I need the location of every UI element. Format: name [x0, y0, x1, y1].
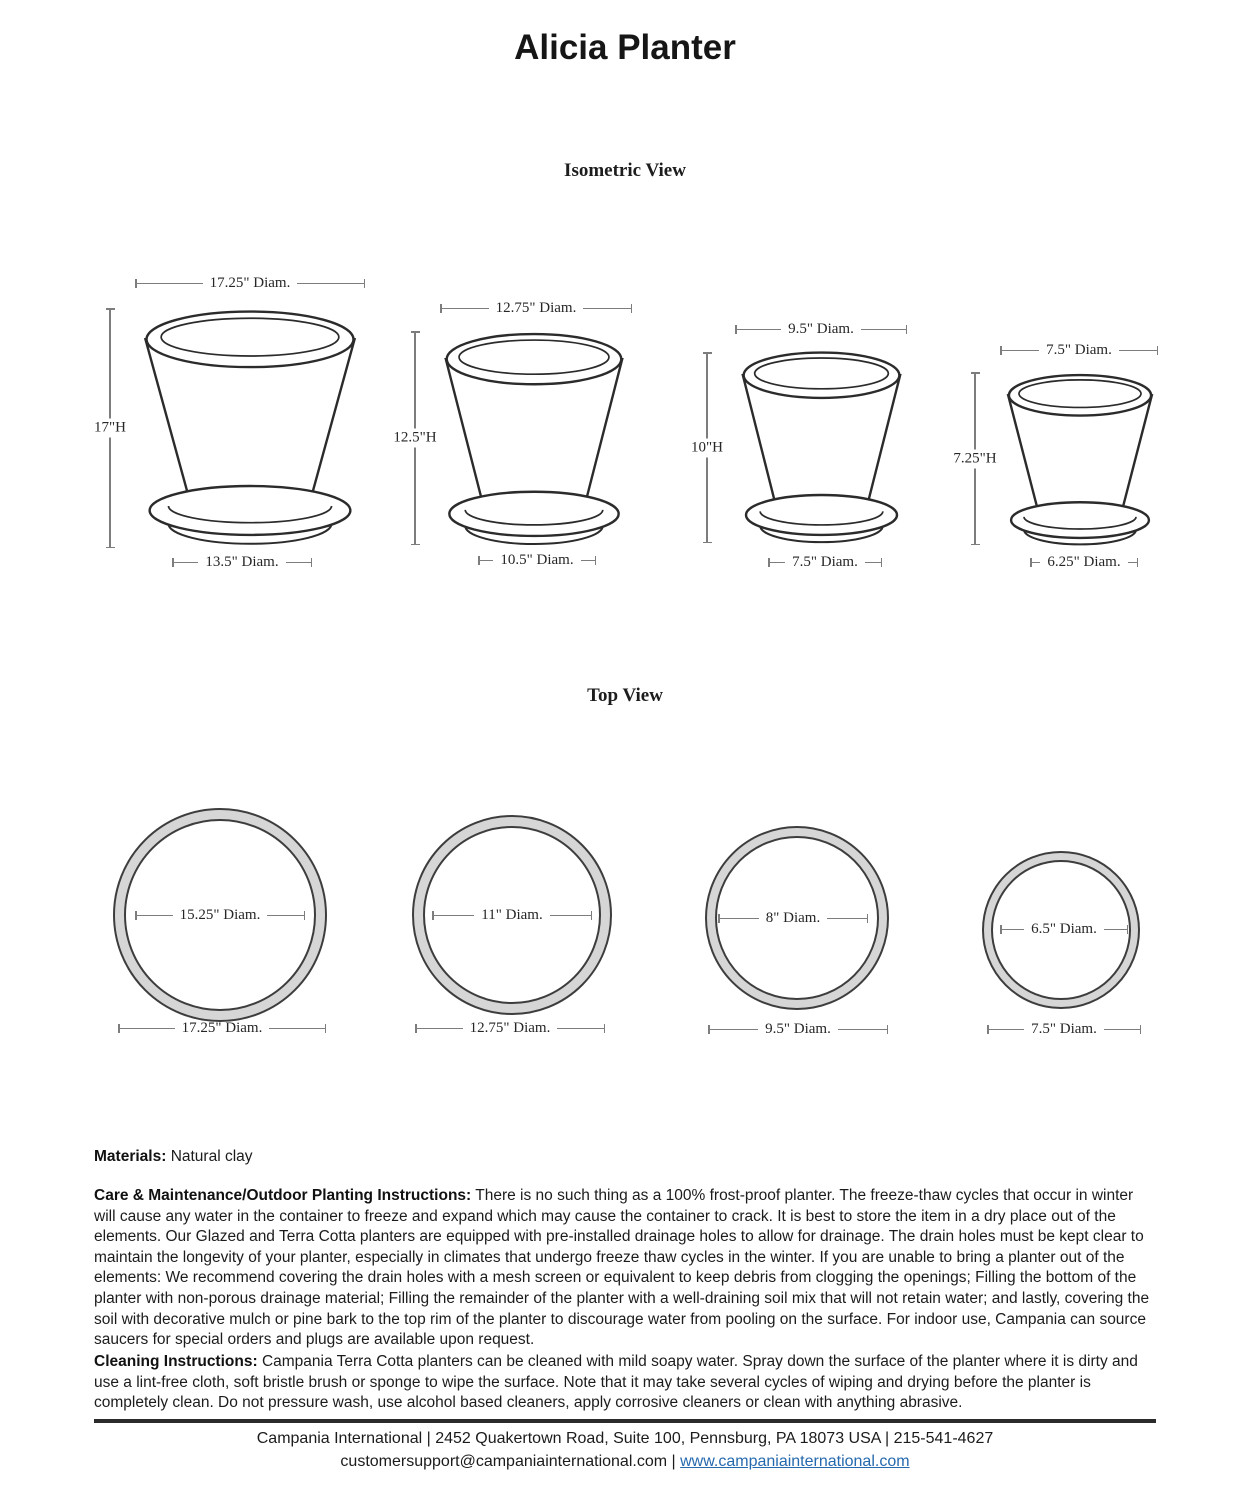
- dimension-label: 12.75" Diam.: [495, 300, 577, 316]
- dimension-line: [267, 915, 303, 917]
- care-instructions-label: Care & Maintenance/Outdoor Planting Instructions:: [94, 1187, 472, 1204]
- dimension-height: [393, 331, 437, 545]
- dimension-line: [1032, 562, 1041, 564]
- materials-paragraph: [94, 1147, 1158, 1168]
- dimension-rim-diameter: [987, 1022, 1141, 1037]
- dimension-line: [137, 915, 173, 917]
- dimension-height: [953, 372, 997, 545]
- dimension-line: [1002, 929, 1025, 931]
- cleaning-instructions-label: Cleaning Instructions:: [94, 1353, 258, 1370]
- dimension-label: 6.5" Diam.: [1031, 921, 1097, 937]
- dimension-label: 15.25" Diam.: [179, 907, 261, 923]
- dimension-line: [770, 562, 786, 564]
- planter-isometric-drawing: [735, 348, 908, 544]
- planter-isometric-drawing: [437, 329, 631, 546]
- dimension-label: 6.25" Diam.: [1047, 554, 1121, 570]
- dimension-label: 17"H: [91, 419, 129, 438]
- dimension-line: [297, 283, 363, 285]
- dimension-line: [120, 1028, 175, 1030]
- dimension-tick: [311, 558, 313, 567]
- dimension-rim-diameter: [415, 1021, 605, 1036]
- dimension-label: 7.25"H: [950, 449, 999, 468]
- dimension-tick: [881, 558, 883, 567]
- planter-isometric-drawing: [135, 306, 365, 546]
- dimension-top-diameter: [735, 322, 907, 337]
- dimension-line: [737, 329, 782, 331]
- dimension-tick: [971, 544, 980, 546]
- dimension-line: [1104, 929, 1127, 931]
- dimension-opening-diameter: [1000, 922, 1128, 937]
- dimension-line: [838, 1029, 887, 1031]
- cleaning-instructions-text: Campania Terra Cotta planters can be cleaned with mild soapy water. Spray down the surface of the planter where it is dirty and use a lint-free cloth, soft bristle brush or sponge to wipe the surface. Note that it may take several cycles of wiping and drying before the planter is completely clean. Do not pressure wash, use alcohol based cleaners, apply corrosive cleaners or clean with anything abrasive.: [94, 1353, 1138, 1412]
- dimension-line: [434, 915, 475, 917]
- dimension-line: [581, 560, 595, 562]
- dimension-line: [480, 560, 494, 562]
- dimension-tick: [1137, 558, 1139, 567]
- dimension-label: 7.5" Diam.: [1046, 342, 1112, 358]
- dimension-label: 12.75" Diam.: [469, 1020, 551, 1036]
- dimension-tick: [591, 911, 593, 920]
- dimension-label: 12.5"H: [390, 429, 439, 448]
- dimension-tick: [887, 1025, 889, 1034]
- dimension-tick: [1157, 346, 1159, 355]
- dimension-rim-diameter: [118, 1021, 326, 1036]
- planter-isometric-drawing: [1001, 371, 1159, 546]
- dimension-line: [417, 1028, 463, 1030]
- dimension-tick: [1127, 925, 1129, 934]
- dimension-height: [94, 308, 126, 548]
- page-title: Alicia Planter: [514, 28, 736, 67]
- dimension-top-diameter: [1000, 343, 1158, 358]
- footer-contact-line: [0, 1450, 1250, 1473]
- dimension-top-diameter: [135, 276, 365, 291]
- footer-website-link[interactable]: www.campaniainternational.com: [680, 1453, 910, 1470]
- care-instructions-text: There is no such thing as a 100% frost-proof planter. The freeze-thaw cycles that occur in winter will cause any water in the container to freeze and expand which may cause the container to crack. It is best to store the item in a dry place out of the elements. Our Glazed and Terra Cotta planters are equipped with pre-installed drainage holes to allow for drainage. The drain holes must be kept clear to maintain the longevity of your planter, especially in climates that undergo freeze thaw cycles in the winter. If you are unable to bring a planter out of the elements: We recommend covering the drain holes with a mesh screen or equivalent to keep debris from clogging the openings; Filling the bottom of the planter with non-porous drainage material; Filling the remainder of the planter with a well-draining soil mix that will not retain water; and lastly, covering the soil with decorative mulch or pine bark to the top rim of the planter to discourage water from pooling on the surface. For indoor use, Campania can source saucers for special orders and plugs are available upon request.: [94, 1187, 1150, 1349]
- dimension-line: [174, 562, 199, 564]
- materials-value: Natural clay: [170, 1148, 253, 1165]
- footer-separator: |: [671, 1453, 676, 1470]
- dimension-tick: [631, 304, 633, 313]
- footer-divider: [94, 1419, 1156, 1423]
- dimension-bottom-diameter: [172, 555, 312, 570]
- dimension-tick: [106, 547, 115, 549]
- dimension-tick: [703, 542, 712, 544]
- top-view-heading: Top View: [587, 685, 663, 706]
- dimension-line: [550, 915, 591, 917]
- footer-address-line: Campania International | 2452 Quakertown Road, Suite 100, Pennsburg, PA 18073 USA | 215-541-4627: [256, 1430, 994, 1447]
- dimension-bottom-diameter: [478, 553, 596, 568]
- dimension-tick: [364, 279, 366, 288]
- isometric-view-heading: Isometric View: [564, 160, 686, 181]
- dimension-line: [865, 562, 881, 564]
- footer-email: customersupport@campaniainternational.com: [340, 1453, 668, 1470]
- dimension-height: [691, 352, 723, 543]
- dimension-line: [1119, 350, 1157, 352]
- dimension-line: [442, 308, 489, 310]
- dimension-line: [269, 1028, 324, 1030]
- dimension-tick: [304, 911, 306, 920]
- dimension-label: 17.25" Diam.: [209, 275, 291, 291]
- dimension-label: 9.5" Diam.: [765, 1021, 831, 1037]
- dimension-opening-diameter: [135, 908, 305, 923]
- dimension-label: 10.5" Diam.: [500, 552, 574, 568]
- dimension-line: [557, 1028, 603, 1030]
- dimension-line: [989, 1029, 1025, 1031]
- dimension-label: 9.5" Diam.: [788, 321, 854, 337]
- dimension-opening-diameter: [718, 911, 868, 926]
- dimension-top-diameter: [440, 301, 632, 316]
- dimension-tick: [1140, 1025, 1142, 1034]
- dimension-tick: [411, 544, 420, 546]
- dimension-tick: [325, 1024, 327, 1033]
- dimension-line: [861, 329, 906, 331]
- dimension-line: [583, 308, 630, 310]
- dimension-tick: [595, 556, 597, 565]
- dimension-label: 11" Diam.: [481, 907, 543, 923]
- dimension-line: [137, 283, 203, 285]
- dimension-label: 8" Diam.: [765, 910, 821, 926]
- cleaning-instructions-paragraph: [94, 1352, 1158, 1414]
- dimension-bottom-diameter: [768, 555, 882, 570]
- dimension-rim-diameter: [708, 1022, 888, 1037]
- dimension-line: [720, 918, 759, 920]
- dimension-tick: [867, 914, 869, 923]
- dimension-line: [710, 1029, 759, 1031]
- dimension-line: [1128, 562, 1137, 564]
- dimension-line: [286, 562, 311, 564]
- dimension-line: [1104, 1029, 1140, 1031]
- dimension-tick: [906, 325, 908, 334]
- dimension-opening-diameter: [432, 908, 592, 923]
- footer: [0, 1427, 1250, 1473]
- dimension-label: 10"H: [688, 438, 726, 457]
- dimension-label: 13.5" Diam.: [205, 554, 279, 570]
- dimension-line: [827, 918, 866, 920]
- materials-label: Materials:: [94, 1148, 167, 1165]
- care-instructions-paragraph: [94, 1186, 1158, 1351]
- dimension-tick: [604, 1024, 606, 1033]
- dimension-label: 7.5" Diam.: [792, 554, 858, 570]
- dimension-label: 17.25" Diam.: [181, 1020, 263, 1036]
- dimension-bottom-diameter: [1030, 555, 1138, 570]
- dimension-label: 7.5" Diam.: [1031, 1021, 1097, 1037]
- dimension-line: [1002, 350, 1040, 352]
